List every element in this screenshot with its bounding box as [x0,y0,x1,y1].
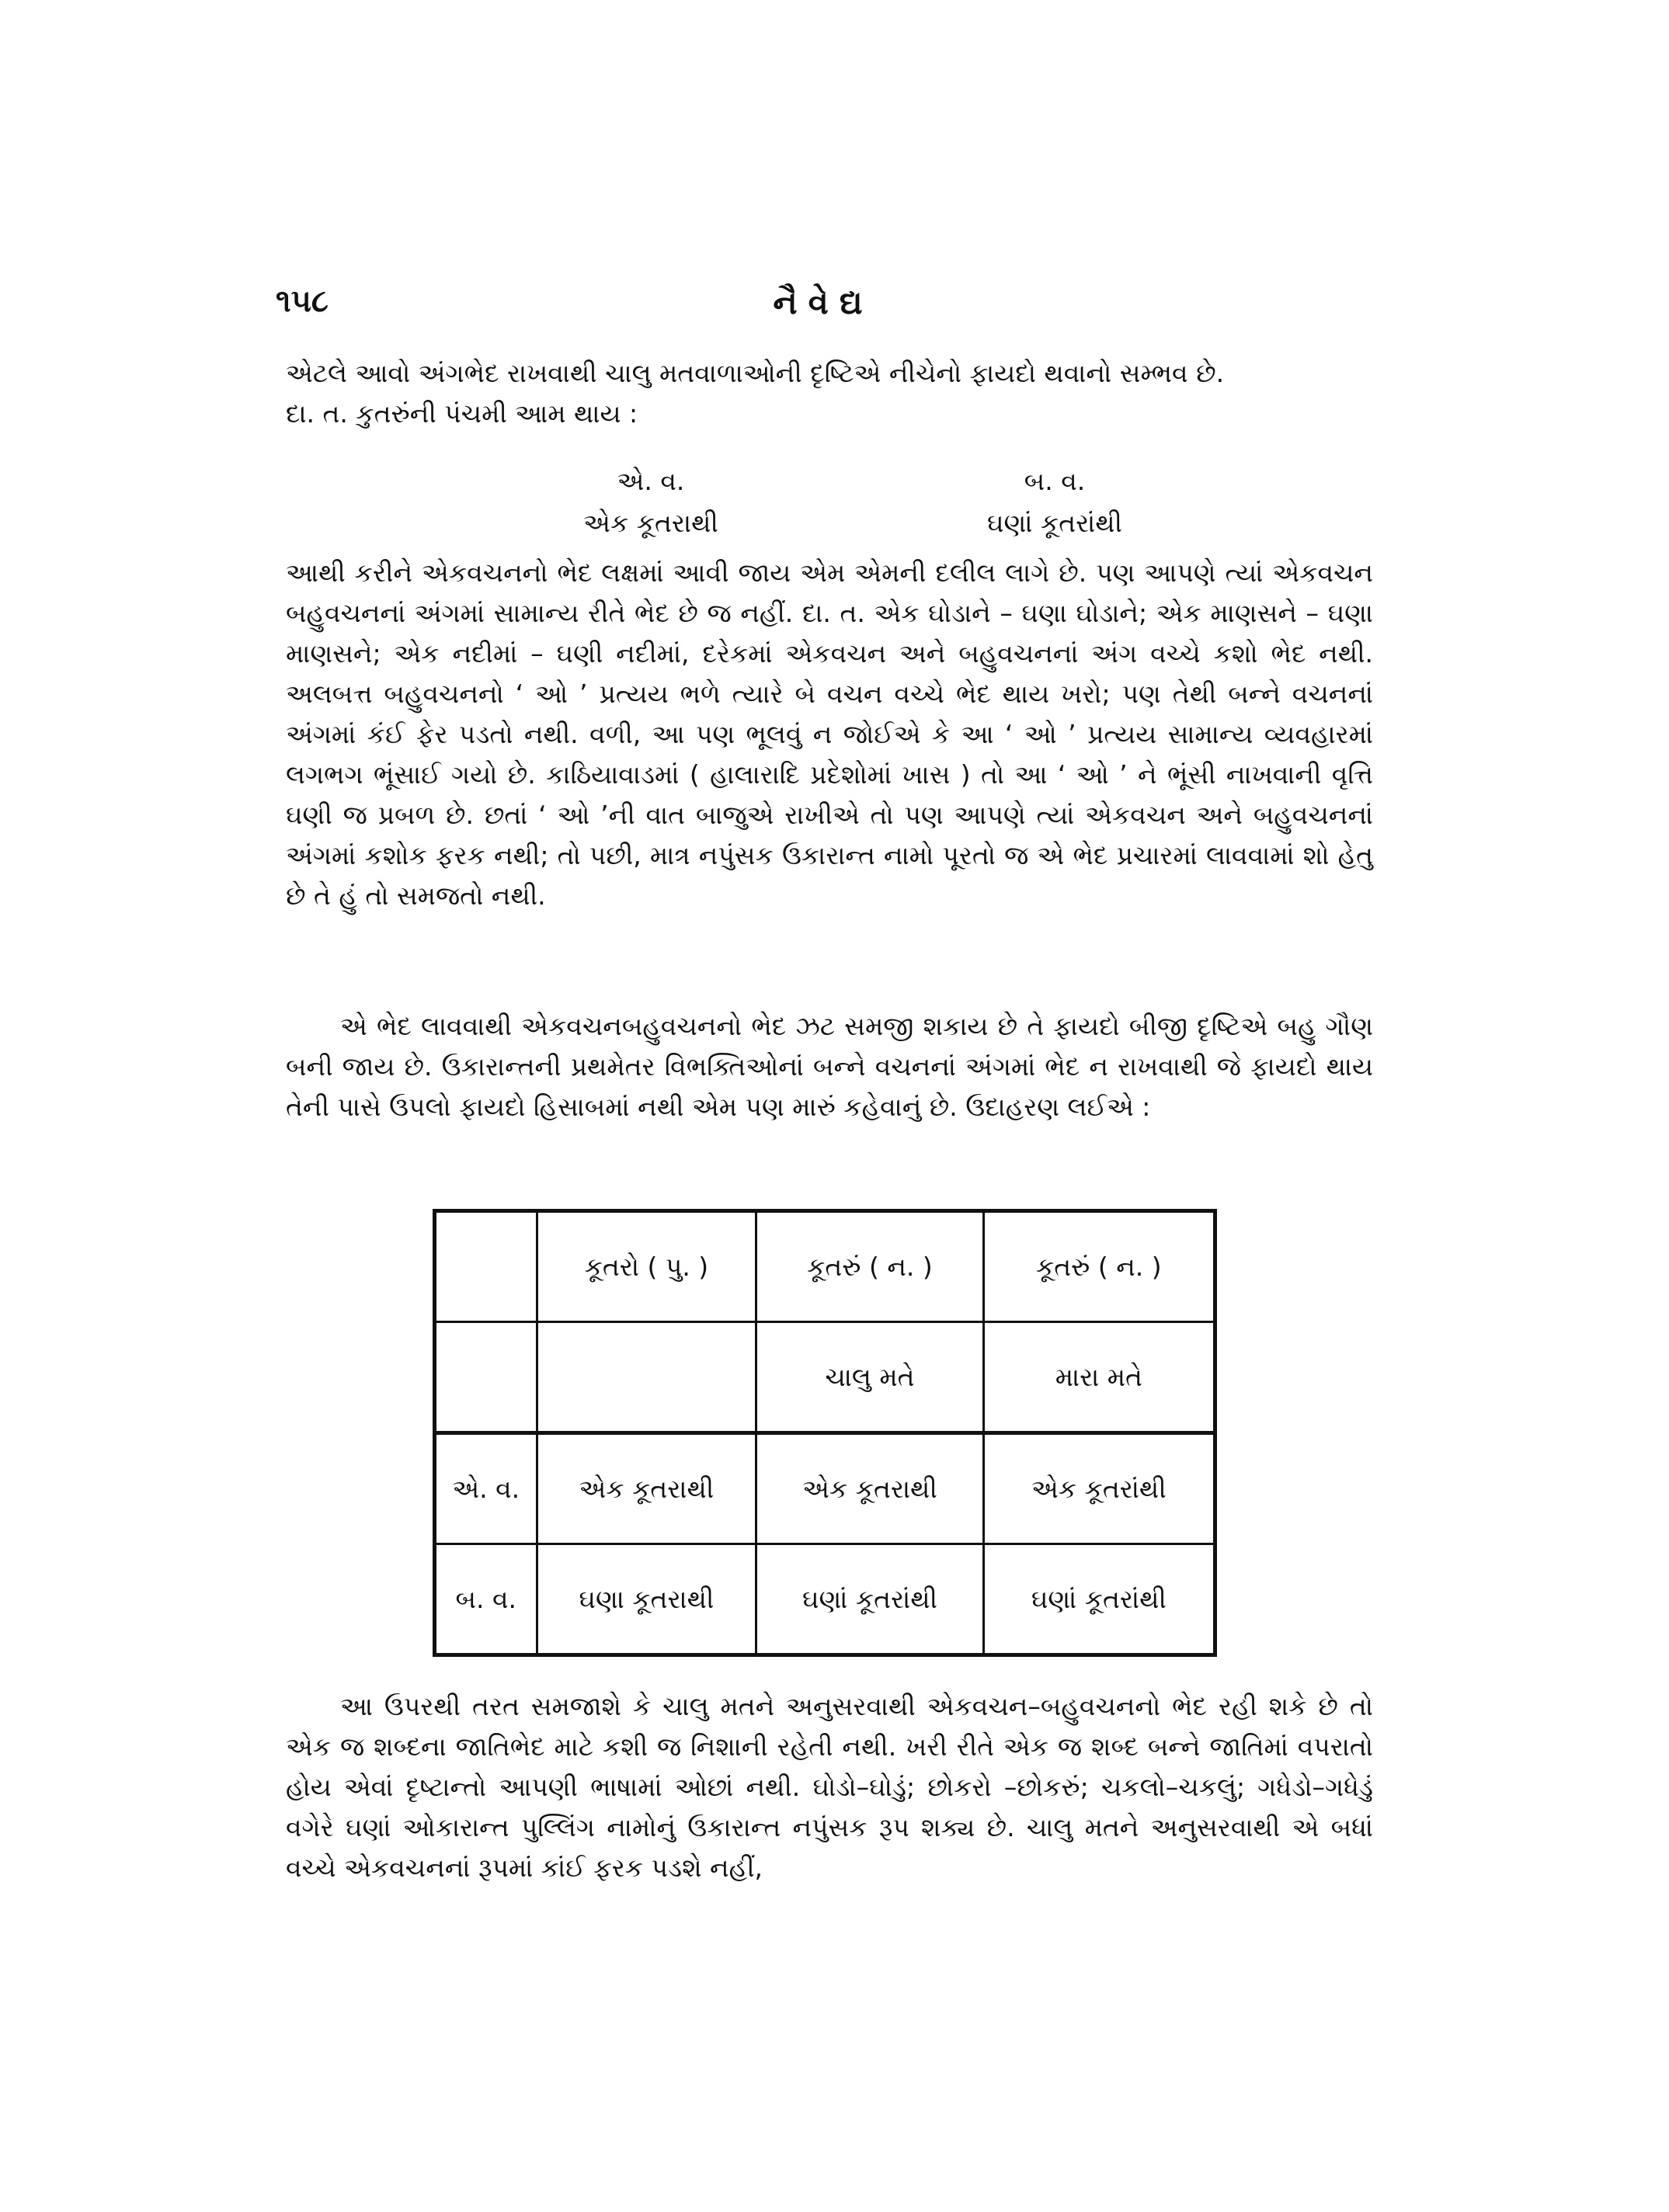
example-singular-form: એક કૂતરાથી [583,508,718,538]
example-plural-label: બ. વ. [1024,466,1086,496]
table-cell: ઘણાં કૂતરાંથી [983,1544,1215,1655]
table-header-cell: કૂતરો ( પુ. ) [537,1211,756,1322]
intro-line: દા. ત. કુતરુંની પંચમી આમ થાય : [286,398,638,429]
row-label: બ. વ. [435,1544,537,1655]
table-cell: એક કૂતરાંથી [983,1433,1215,1544]
page-number: ૧૫૮ [276,283,329,319]
running-title: નૈવેદ્ય [773,283,874,321]
intro-text [286,353,1373,434]
table-header-cell: કૂતરું ( ન. ) [756,1211,983,1322]
example-singular-label: એ. વ. [617,466,685,496]
paragraph-text: એ ભેદ લાવવાથી એકવચનબહુવચનનો ભેદ ઝટ સમજી શકાય છે તે ફાયદો બીજી દૃષ્ટિએ બહુ ગૌણ બની જાય છે. ઉકારાન્તની પ્રથમેતર વિભક્તિઓનાં બન્ને વચનનાં અંગમાં ભેદ ન રાખવાથી જે ફાયદો થાય તેની પાસે ઉપલો ફાયદો હિસાબમાં નથી એમ પણ મારું કહેવાનું છે. ઉદાહરણ લઈએ : [286,1011,1373,1122]
paragraph-3 [286,1686,1373,1888]
table-row [435,1433,1215,1544]
declension-table [433,1209,1217,1657]
page-header [276,283,1371,330]
table-cell: એક કૂતરાથી [537,1433,756,1544]
table-cell [537,1322,756,1433]
table-cell [435,1322,537,1433]
table-cell: ઘણાં કૂતરાંથી [756,1544,983,1655]
table-header-cell: કૂતરું ( ન. ) [983,1211,1215,1322]
table-subheader-cell: ચાલુ મતે [756,1322,983,1433]
paragraph-text: આ ઉપરથી તરત સમજાશે કે ચાલુ મતને અનુસરવાથી એકવચન–બહુવચનનો ભેદ રહી શકે છે તો એક જ શબ્દના જાતિભેદ માટે કશી જ નિશાની રહેતી નથી. ખરી રીતે એક જ શબ્દ બન્ને જાતિમાં વપરાતો હોય એવાં દૃષ્ટાન્તો આપણી ભાષામાં ઓછાં નથી. ઘોડો–ઘોડું; છોકરો –છોકરું; ચકલો–ચકલું; ગધેડો–ગધેડું વગેરે ઘણાં ઓકારાન્ત પુલ્લિંગ નામોનું ઉકારાન્ત નપુંસક રૂપ શક્ય છે. ચાલુ મતને અનુસરવાથી એ બધાં વચ્ચે એકવચનનાં રૂપમાં કાંઈ ફરક પડશે નહીં, [286,1691,1373,1883]
table-cell [435,1211,537,1322]
table-subheader-cell: મારા મતે [983,1322,1215,1433]
example-block [286,466,1373,550]
row-label: એ. વ. [435,1433,537,1544]
paragraph-1 [286,553,1373,916]
example-plural-form: ઘણાં કૂતરાંથી [987,508,1122,538]
paragraph-2 [286,1006,1373,1127]
table-cell: એક કૂતરાથી [756,1433,983,1544]
table-row [435,1544,1215,1655]
paragraph-text: આથી કરીને એકવચનનો ભેદ લક્ષમાં આવી જાય એમ એમની દલીલ લાગે છે. પણ આપણે ત્યાં એકવચન બહુવચનનાં અંગમાં સામાન્ય રીતે ભેદ છે જ નહીં. દા. ત. એક ઘોડાને – ઘણા ઘોડાને; એક માણસને – ઘણા માણસને; એક નદીમાં – ઘણી નદીમાં, દરેકમાં એકવચન અને બહુવચનનાં અંગ વચ્ચે કશો ભેદ નથી. અલબત્ત બહુવચનનો ‘ ઓ ’ પ્રત્યય ભળે ત્યારે બે વચન વચ્ચે ભેદ થાય ખરો; પણ તેથી બન્ને વચનનાં અંગમાં કંઈ ફેર પડતો નથી. વળી, આ પણ ભૂલવું ન જોઈએ કે આ ‘ ઓ ’ પ્રત્યય સામાન્ય વ્યવહારમાં લગભગ ભૂંસાઈ ગયો છે. કાઠિયાવાડમાં ( હાલારાદિ પ્રદેશોમાં ખાસ ) તો આ ‘ ઓ ’ ને ભૂંસી નાખવાની વૃત્તિ ઘણી જ પ્રબળ છે. છતાં ‘ ઓ ’ની વાત બાજુએ રાખીએ તો પણ આપણે ત્યાં એકવચન અને બહુવચનનાં અંગમાં કશોક ફરક નથી; તો પછી, માત્ર નપુંસક ઉકારાન્ત નામો પૂરતો જ એ ભેદ પ્રચારમાં લાવવામાં શો હેતુ છે તે હું તો સમજતો નથી. [286,557,1373,911]
intro-line: એટલે આવો અંગભેદ રાખવાથી ચાલુ મતવાળાઓની દૃષ્ટિએ નીચેનો ફાયદો થવાનો સમ્ભવ છે. [286,358,1225,388]
table-cell: ઘણા કૂતરાથી [537,1544,756,1655]
